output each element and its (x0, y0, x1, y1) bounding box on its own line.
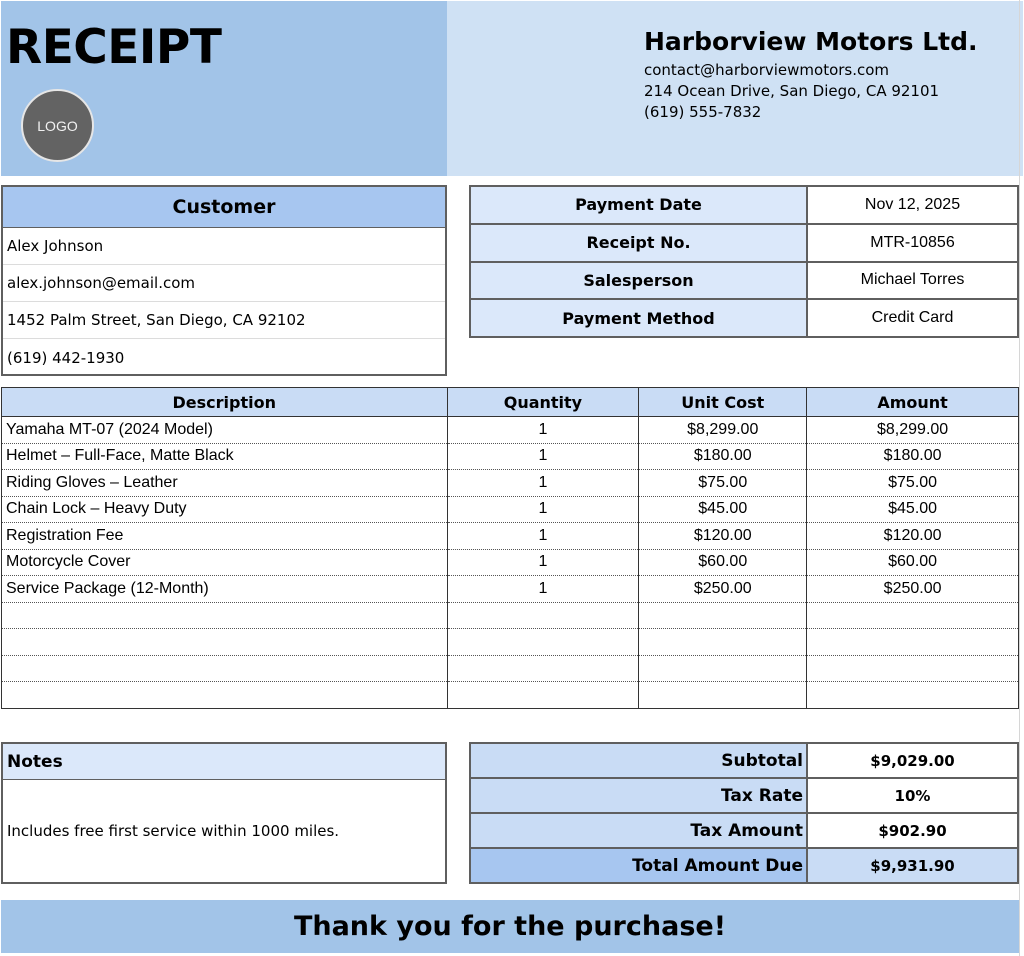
notes-block (1, 742, 447, 884)
page-title: RECEIPT (6, 20, 222, 75)
column-header-unit-cost: Unit Cost (639, 388, 807, 417)
item-amount (807, 682, 1019, 709)
salesperson-value: Michael Torres (807, 262, 1018, 300)
item-description: Riding Gloves – Leather (2, 470, 448, 497)
line-items-header-row (2, 388, 1019, 417)
table-row (2, 417, 1019, 444)
table-row-empty (2, 682, 1019, 709)
item-amount: $8,299.00 (807, 417, 1019, 444)
item-description: Motorcycle Cover (2, 549, 448, 576)
payment-row (470, 186, 1018, 224)
totals-row-due (470, 848, 1018, 883)
notes-text: Includes free first service within 1000 miles. (7, 822, 340, 840)
column-header-amount: Amount (807, 388, 1019, 417)
tax-rate-value: 10% (807, 778, 1018, 813)
item-quantity: 1 (447, 443, 639, 470)
receipt-number-label: Receipt No. (470, 224, 807, 262)
item-unit-cost (639, 602, 807, 629)
item-quantity: 1 (447, 549, 639, 576)
item-amount (807, 629, 1019, 656)
company-address: 214 Ocean Drive, San Diego, CA 92101 (644, 82, 940, 100)
company-email: contact@harborviewmotors.com (644, 61, 890, 79)
item-amount: $45.00 (807, 496, 1019, 523)
item-description (2, 682, 448, 709)
item-unit-cost: $250.00 (639, 576, 807, 603)
item-amount: $180.00 (807, 443, 1019, 470)
receipt-number-value: MTR-10856 (807, 224, 1018, 262)
table-row-empty (2, 602, 1019, 629)
tax-amount-label: Tax Amount (470, 813, 807, 848)
tax-rate-label: Tax Rate (470, 778, 807, 813)
item-amount: $250.00 (807, 576, 1019, 603)
item-unit-cost: $75.00 (639, 470, 807, 497)
item-quantity (447, 629, 639, 656)
item-description: Yamaha MT-07 (2024 Model) (2, 417, 448, 444)
customer-heading: Customer (3, 187, 445, 228)
payment-info-table (469, 185, 1019, 338)
item-quantity (447, 655, 639, 682)
subtotal-value: $9,029.00 (807, 743, 1018, 778)
payment-date-label: Payment Date (470, 186, 807, 224)
company-phone: (619) 555-7832 (644, 103, 762, 121)
table-row (2, 523, 1019, 550)
salesperson-label: Salesperson (470, 262, 807, 300)
item-amount: $75.00 (807, 470, 1019, 497)
table-row (2, 470, 1019, 497)
payment-row (470, 262, 1018, 300)
item-quantity (447, 602, 639, 629)
tax-amount-value: $902.90 (807, 813, 1018, 848)
item-amount: $60.00 (807, 549, 1019, 576)
item-quantity: 1 (447, 576, 639, 603)
item-unit-cost (639, 629, 807, 656)
company-name: Harborview Motors Ltd. (644, 27, 978, 56)
company-logo: LOGO (21, 89, 94, 162)
item-description: Helmet – Full-Face, Matte Black (2, 443, 448, 470)
item-description: Chain Lock – Heavy Duty (2, 496, 448, 523)
table-row (2, 443, 1019, 470)
totals-row (470, 778, 1018, 813)
item-quantity (447, 682, 639, 709)
item-quantity: 1 (447, 470, 639, 497)
item-description: Service Package (12-Month) (2, 576, 448, 603)
item-unit-cost: $45.00 (639, 496, 807, 523)
subtotal-label: Subtotal (470, 743, 807, 778)
table-row-empty (2, 629, 1019, 656)
item-description (2, 602, 448, 629)
totals-table (469, 742, 1019, 884)
item-unit-cost (639, 682, 807, 709)
totals-row (470, 813, 1018, 848)
customer-block (1, 185, 447, 376)
column-header-description: Description (2, 388, 448, 417)
payment-method-value: Credit Card (807, 299, 1018, 337)
totals-row (470, 743, 1018, 778)
item-unit-cost: $60.00 (639, 549, 807, 576)
customer-name: Alex Johnson (3, 228, 445, 265)
table-row (2, 576, 1019, 603)
total-due-value: $9,931.90 (807, 848, 1018, 883)
item-amount: $120.00 (807, 523, 1019, 550)
customer-email: alex.johnson@email.com (3, 265, 445, 302)
payment-row (470, 224, 1018, 262)
table-row (2, 549, 1019, 576)
item-unit-cost (639, 655, 807, 682)
item-description (2, 629, 448, 656)
payment-date-value: Nov 12, 2025 (807, 186, 1018, 224)
customer-phone: (619) 442-1930 (7, 348, 125, 367)
total-due-label: Total Amount Due (470, 848, 807, 883)
notes-heading: Notes (3, 744, 445, 780)
thank-you-banner: Thank you for the purchase! (1, 900, 1019, 953)
item-description (2, 655, 448, 682)
item-unit-cost: $8,299.00 (639, 417, 807, 444)
payment-row (470, 299, 1018, 337)
table-row-empty (2, 655, 1019, 682)
item-quantity: 1 (447, 417, 639, 444)
line-items-table (1, 387, 1019, 709)
table-row (2, 496, 1019, 523)
sheet-edge-gridline (1019, 0, 1020, 956)
column-header-quantity: Quantity (447, 388, 639, 417)
item-quantity: 1 (447, 496, 639, 523)
payment-method-label: Payment Method (470, 299, 807, 337)
item-unit-cost: $180.00 (639, 443, 807, 470)
item-description: Registration Fee (2, 523, 448, 550)
item-quantity: 1 (447, 523, 639, 550)
customer-address: 1452 Palm Street, San Diego, CA 92102 (3, 302, 445, 339)
item-unit-cost: $120.00 (639, 523, 807, 550)
item-amount (807, 655, 1019, 682)
item-amount (807, 602, 1019, 629)
